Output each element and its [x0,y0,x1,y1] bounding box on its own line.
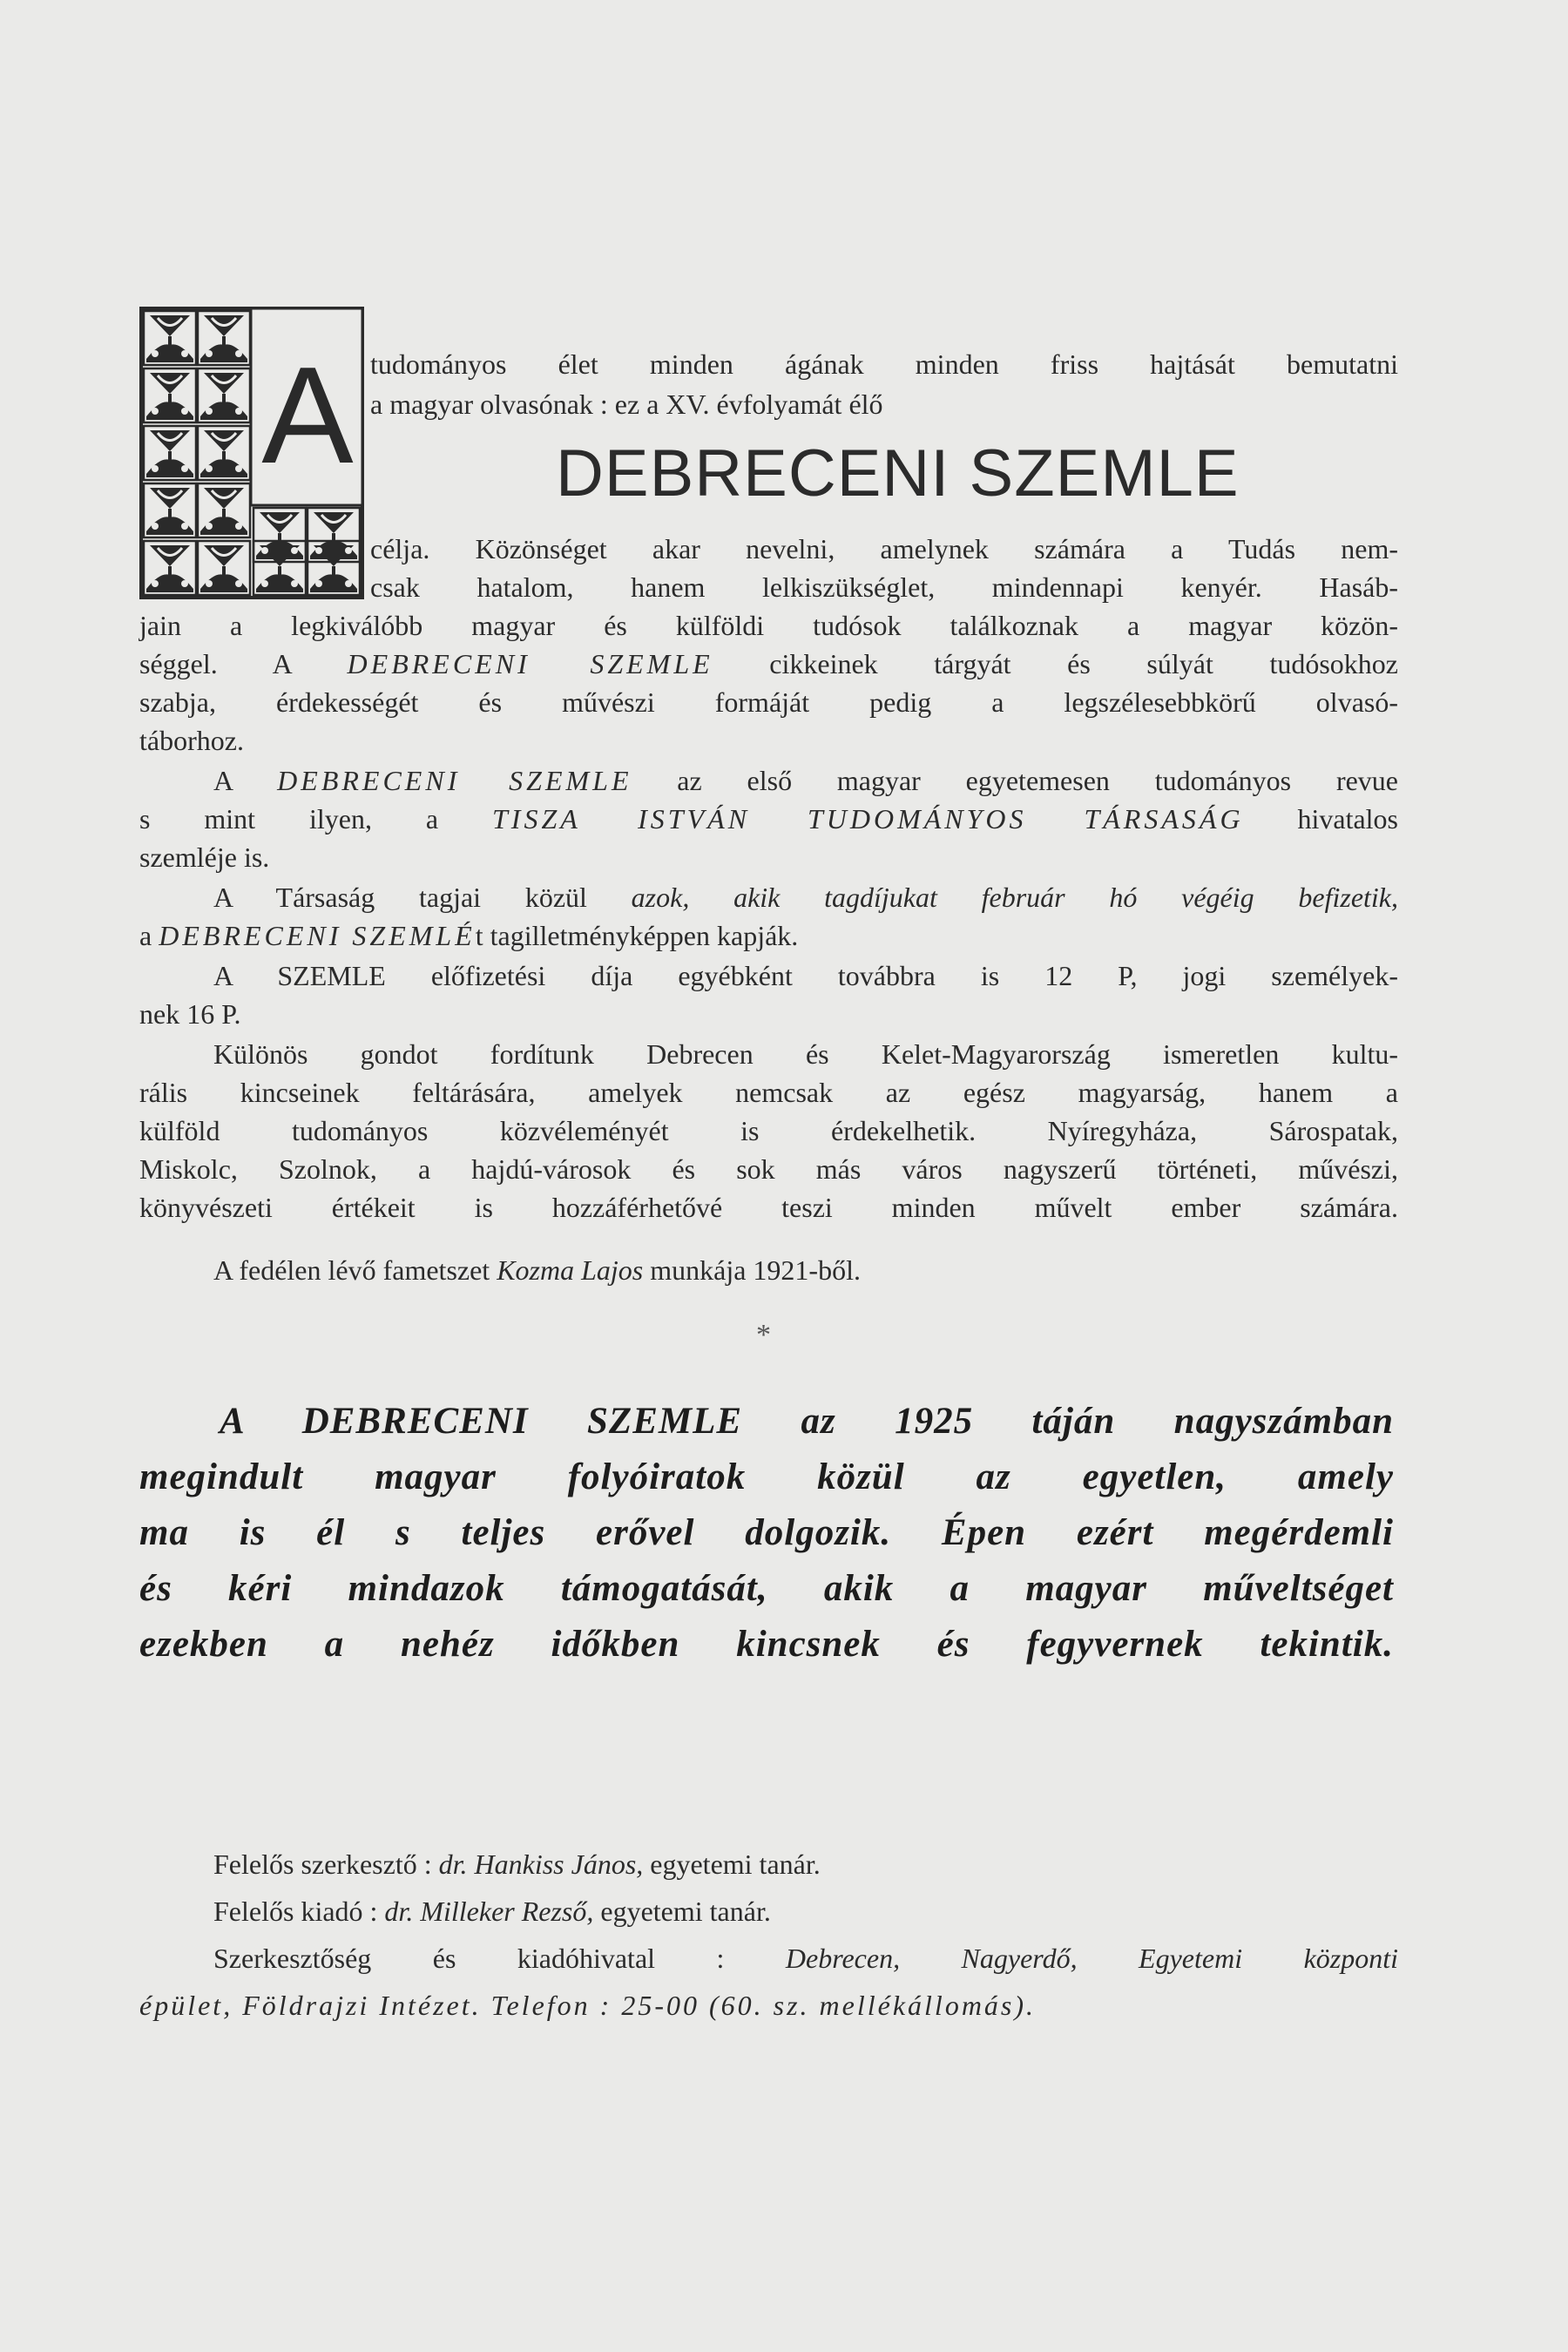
para2-line-2: s mint ilyen, a TISZA ISTVÁN TUDOMÁNYOS TÁRSASÁG hivatalos [139,803,1398,835]
para1-line-3: jain a legkiválóbb magyar és külföldi tudósok találkoznak a magyar közön- [139,610,1398,641]
para4-line-2: nek 16 P. [139,998,241,1030]
para3-line-1: A Társaság tagjai közül azok, akik tagdíjukat február hó végéig befizetik, [213,882,1398,913]
imprint-office: Szerkesztőség és kiadóhivatal : Debrecen, Nagyerdő, Egyetemi központi [213,1943,1399,1974]
show-through-ghost [1281,174,1328,355]
appeal-line-2: megindult magyar folyóiratok közül az egyetlen, amely [139,1456,1394,1497]
appeal-line-5: ezekben a nehéz időkben kincsnek és fegyvernek tekintik. [139,1624,1394,1665]
journal-title: DEBRECENI SZEMLE [556,436,1240,510]
para1-line-5: szabja, érdekességét és művészi formáját pedig a legszélesebbkörű olvasó- [139,686,1398,718]
imprint-publisher: Felelős kiadó : dr. Milleker Rezső, egyetemi tanár. [213,1896,771,1927]
drop-cap-letter: A [261,339,354,492]
para3-line-2: a DEBRECENI SZEMLÉt tagilletményképpen kapják. [139,920,799,951]
para5-line-2: rális kincseinek feltárására, amelyek nemcsak az egész magyarság, hanem a [139,1077,1398,1108]
para1-line-6: táborhoz. [139,725,244,756]
intro-line-1: tudományos élet minden ágának minden friss hajtását bemutatni [370,348,1398,380]
appeal-block [139,1394,1394,1673]
imprint-editor: Felelős szerkesztő : dr. Hankiss János, egyetemi tanár. [213,1848,821,1880]
appeal-line-3: ma is él s teljes erővel dolgozik. Épen ezért megérdemli [139,1512,1394,1553]
para2-line-3: szemléje is. [139,841,270,873]
para1-line-2: csak hatalom, hanem lelkiszükséglet, mindennapi kenyér. Hasáb- [370,571,1398,603]
para5-line-5: könyvészeti értékeit is hozzáférhetővé teszi minden művelt ember számára. [139,1192,1398,1223]
intro-line-2: a magyar olvasónak : ez a XV. évfolyamát élő [370,389,883,420]
para5-line-4: Miskolc, Szolnok, a hajdú-városok és sok más város nagyszerű történeti, művészi, [139,1153,1398,1185]
para1-line-4: séggel. A DEBRECENI SZEMLE cikkeinek tárgyát és súlyát tudósokhoz [139,648,1399,679]
imprint-office-address: épület, Földrajzi Intézet. Telefon : 25-00 (60. sz. mellékállomás). [139,1990,1037,2021]
para4-line-1: A SZEMLE előfizetési díja egyébként továbbra is 12 P, jogi személyek- [213,960,1398,991]
appeal-line-1: A DEBRECENI SZEMLE az 1925 táján nagyszámban [220,1401,1394,1442]
appeal-line-4: és kéri mindazok támogatását, akik a magyar műveltséget [139,1568,1394,1609]
para1-line-1: célja. Közönséget akar nevelni, amelynek számára a Tudás nem- [370,533,1398,564]
woodcut-credit: A fedélen lévő fametszet Kozma Lajos munkája 1921-ből. [213,1254,861,1286]
para5-line-1: Különös gondot fordítunk Debrecen és Kelet-Magyarország ismeretlen kultu- [213,1038,1398,1070]
separator-asterisk: * [756,1319,771,1351]
para2-line-1: A DEBRECENI SZEMLE az első magyar egyetemesen tudományos revue [213,765,1399,796]
para5-line-3: külföld tudományos közvéleményét is érdekelhetik. Nyíregyháza, Sárospatak, [139,1115,1398,1146]
